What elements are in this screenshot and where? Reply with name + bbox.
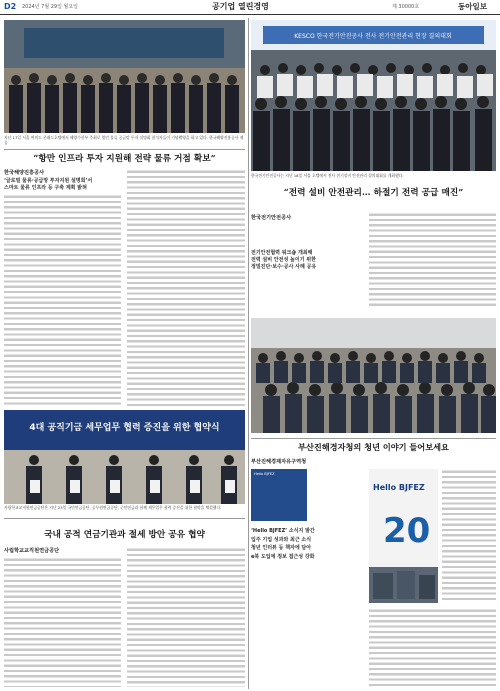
article1-photo-caption: 지난 17일 서울 여의도 콘래드호텔에서 해양수산부 주최로 열린 물류 공급망 투자 설명회 참석자들이 기념촬영을 하고 있다. 한국해양진흥공사 제공 [4,135,244,145]
article1-body [4,194,121,406]
article3-photo-headline: 4대 공직기금 세무업무 협력 증진을 위한 협약식 [29,423,220,433]
article3-kicker: 사립학교교직원연금공단 [4,548,60,554]
article2-body [369,212,496,308]
article2-kicker: 한국전기안전공사 [251,215,292,221]
article2-photo [251,20,496,171]
divider [4,149,245,150]
article3-photo [4,410,245,504]
article3-headline: 국내 공적 연금기관과 절세 방안 공유 협약 [44,530,205,540]
article4-cover-title: Hello BJFEZ [254,472,275,476]
article2-banner-text: KESCO 한국전기안전공사 전사 전기안전관리 현장 결의대회 [294,33,452,40]
article4-cover-number: 20 [383,511,431,551]
issue-number: 제 30000호 [392,4,420,10]
article1-headline: “항만 인프라 투자 지원해 전략 물류 거점 확보” [33,154,216,164]
article3-body [4,557,121,687]
article4-cover-title-big: Hello BJFEZ [373,483,425,492]
divider [4,518,245,519]
divider [251,438,496,439]
article4-kicker: 부산진해경제자유구역청 [251,459,307,465]
article3-body-col2 [127,547,245,687]
newspaper-logo: 동아일보 [458,2,487,11]
article4-headline: 부산진해경자청의 청년 이야기 들어보세요 [298,442,449,452]
column-divider [248,18,249,689]
article1-photo [4,20,245,133]
article1-body-col2 [127,169,245,406]
article2-headline: “전력 설비 안전관리… 하절기 전력 공급 매진” [283,188,464,198]
article2-photo-caption: 한국전기안전공사는 지난 18일 서울 호텔에서 전사 전기설비 안전관리 결의대회를 개최했다. [251,173,404,178]
section-title: 공기업 열린경영 [212,2,269,11]
article4-magazine-cover [369,469,438,603]
article4-cover-image [251,469,307,521]
issue-date: 2024년 7월 29일 월요일 [22,4,79,10]
page-number: D2 [4,2,17,11]
article1-kicker: 한국해양진흥공사 [4,170,45,176]
article4-body [442,469,496,603]
article4-deck: ‘Hello BJFEZ’ 소식지 발간 입주 기업 성과와 최근 소식 청년 인터뷰 등 책자에 담아 e북 도입에 정보 접근성 강화 [251,528,315,560]
article2-deck: 전기안전협력 워크숍 개최해 전력 설비 안전성 높이기 위한 정밀진단·보수·공사 사례 공유 [251,250,317,270]
article1-deck: ‘글로벌 물류·공급망 투자지원 설명회’서 스마트 물류 인프라 등 구축 계획 밝혀 [4,178,93,191]
article4-body-col2 [369,608,496,687]
article3-photo-caption: 사립학교교직원연금공단은 지난 23일 국민연금공단, 공무원연금공단, 군인연금과 함께 세무업무 협력 증진을 위한 협약을 체결했다. [4,505,222,510]
article2-group-photo [251,318,496,433]
